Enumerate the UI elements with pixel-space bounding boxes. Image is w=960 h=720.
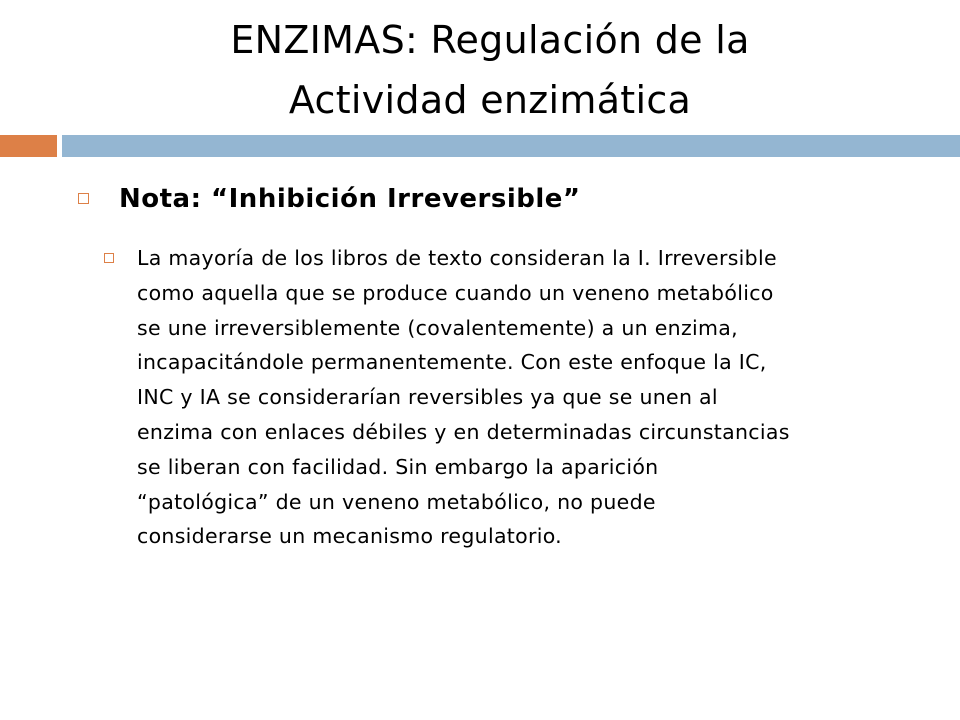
slide-title xyxy=(60,10,920,130)
hollow-square-bullet-icon xyxy=(104,253,114,263)
body-paragraph xyxy=(137,241,927,554)
paragraph-line: como aquella que se produce cuando un veneno metabólico xyxy=(137,280,774,305)
paragraph-line: se liberan con facilidad. Sin embargo la aparición xyxy=(137,454,659,479)
slide-title-line-2: Actividad enzimática xyxy=(288,78,692,122)
paragraph-line: se une irreversiblemente (covalentemente) a un enzima, xyxy=(137,315,738,340)
hollow-square-bullet-icon xyxy=(78,193,89,204)
bullet-level-1 xyxy=(70,180,930,220)
note-heading: Nota: “Inhibición Irreversible” xyxy=(119,184,581,214)
paragraph-line: INC y IA se considerarían reversibles ya que se unen al xyxy=(137,385,718,410)
paragraph-line: enzima con enlaces débiles y en determinadas circunstancias xyxy=(137,419,790,444)
accent-bar-orange xyxy=(0,135,57,157)
paragraph-line: considerarse un mecanismo regulatorio. xyxy=(137,524,563,549)
paragraph-line: La mayoría de los libros de texto consideran la I. Irreversible xyxy=(137,246,777,270)
paragraph-line: incapacitándole permanentemente. Con este enfoque la IC, xyxy=(137,350,767,375)
slide-title-line-1: ENZIMAS: Regulación de la xyxy=(230,18,750,62)
accent-bar-blue xyxy=(62,135,960,157)
paragraph-line: “patológica” de un veneno metabólico, no puede xyxy=(137,489,656,514)
